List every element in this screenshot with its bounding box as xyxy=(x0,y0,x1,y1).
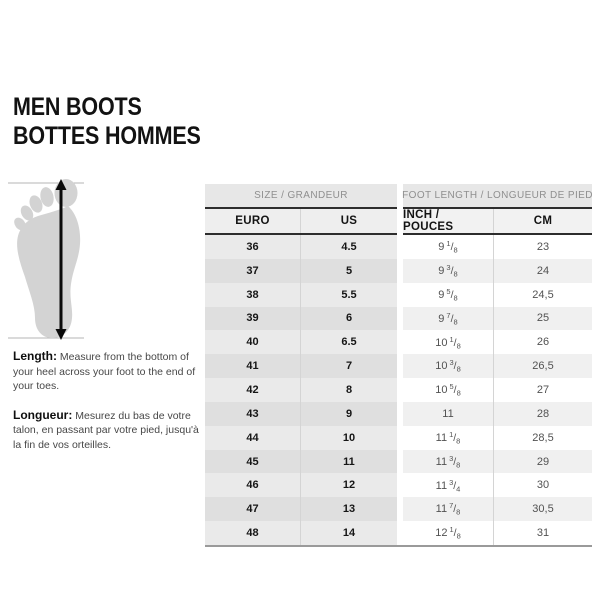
page-title xyxy=(13,93,201,151)
inch-value xyxy=(438,287,457,303)
inch-fraction-slash: / xyxy=(450,288,454,301)
inch-fraction-numerator: 5 xyxy=(446,286,451,296)
inch-cell xyxy=(403,450,494,474)
inch-fraction-denominator: 4 xyxy=(456,484,461,494)
inch-value xyxy=(436,478,461,494)
inch-fraction-numerator: 5 xyxy=(449,382,454,392)
table-row xyxy=(205,354,397,378)
table-row xyxy=(205,426,397,450)
column-header-row xyxy=(403,209,592,235)
cm-cell: 25 xyxy=(536,312,550,325)
inch-value xyxy=(435,382,461,398)
inch-fraction-denominator: 8 xyxy=(453,293,458,303)
inch-cell xyxy=(403,378,494,402)
table-row xyxy=(205,235,397,259)
cm-cell: 27 xyxy=(536,383,550,396)
inch-fraction-slash: / xyxy=(450,265,454,278)
table-row xyxy=(403,426,592,450)
table-row xyxy=(403,402,592,426)
table-row xyxy=(205,307,397,331)
table-body-right xyxy=(403,235,592,545)
cm-cell: 26,5 xyxy=(532,360,554,373)
inch-cell xyxy=(403,307,494,331)
inch-fraction-slash: / xyxy=(453,431,457,444)
euro-cell: 46 xyxy=(205,473,301,497)
euro-cell: 47 xyxy=(205,497,301,521)
table-row xyxy=(403,235,592,259)
table-row xyxy=(403,497,592,521)
size-table xyxy=(205,184,592,547)
table-row xyxy=(403,354,592,378)
inch-cell xyxy=(403,330,494,354)
inch-cell xyxy=(403,402,494,426)
inch-fraction-denominator: 8 xyxy=(456,507,461,517)
us-cell: 12 xyxy=(342,479,356,492)
us-cell: 6 xyxy=(345,312,353,325)
us-cell: 8 xyxy=(345,383,353,396)
group-header-size: SIZE / GRANDEUR xyxy=(205,184,397,209)
inch-value xyxy=(438,239,457,255)
euro-cell: 37 xyxy=(205,259,301,283)
table-row xyxy=(403,473,592,497)
inch-cell xyxy=(403,521,494,545)
inch-fraction-numerator: 3 xyxy=(446,263,451,273)
table-row xyxy=(205,259,397,283)
inch-fraction-numerator: 1 xyxy=(449,429,454,439)
table-row xyxy=(403,283,592,307)
inch-whole: 9 xyxy=(438,288,445,301)
inch-whole: 11 xyxy=(435,431,448,444)
cm-cell: 30,5 xyxy=(532,503,554,516)
inch-cell xyxy=(403,235,494,259)
euro-cell: 38 xyxy=(205,283,301,307)
foot-length-section xyxy=(403,184,592,545)
inch-fraction-denominator: 8 xyxy=(456,436,461,446)
inch-value xyxy=(436,454,461,470)
inch-fraction-numerator: 7 xyxy=(449,501,454,511)
length-label: Length: xyxy=(13,349,57,363)
inch-whole: 9 xyxy=(438,265,445,278)
inch-fraction-numerator: 1 xyxy=(449,525,454,535)
table-row xyxy=(205,450,397,474)
inch-fraction-numerator: 1 xyxy=(449,334,454,344)
table-body-left xyxy=(205,235,397,545)
inch-fraction-denominator: 8 xyxy=(456,460,461,470)
euro-cell: 39 xyxy=(205,307,301,331)
inch-fraction-numerator: 3 xyxy=(449,453,454,463)
table-row xyxy=(205,473,397,497)
inch-fraction-slash: / xyxy=(453,384,457,397)
inch-whole: 10 xyxy=(435,384,448,397)
inch-value xyxy=(442,406,453,422)
inch-whole: 11 xyxy=(442,408,454,421)
euro-cell: 42 xyxy=(205,378,301,402)
inch-fraction-slash: / xyxy=(453,336,457,349)
cm-cell: 30 xyxy=(536,479,550,492)
inch-fraction-slash: / xyxy=(453,455,457,468)
inch-fraction-numerator: 7 xyxy=(446,310,451,320)
longueur-text: Mesurez du bas de votre talon, en passant par votre pied, jusqu'à la fin de vos orteilles. xyxy=(13,409,199,451)
inch-fraction-denominator: 8 xyxy=(456,531,461,541)
page-title-fr: BOTTES HOMMES xyxy=(13,122,201,150)
inch-whole: 11 xyxy=(435,479,448,492)
inch-fraction-numerator: 3 xyxy=(449,358,454,368)
inch-fraction-slash: / xyxy=(453,527,457,540)
us-cell: 9 xyxy=(345,407,353,420)
euro-cell: 40 xyxy=(205,330,301,354)
us-cell: 6.5 xyxy=(341,336,357,349)
table-row xyxy=(403,307,592,331)
inch-whole: 12 xyxy=(435,527,448,540)
cm-cell: 23 xyxy=(536,240,550,253)
us-cell: 13 xyxy=(342,503,356,516)
inch-whole: 10 xyxy=(435,360,448,373)
us-cell: 5.5 xyxy=(341,288,357,301)
cm-cell: 31 xyxy=(536,527,550,540)
foot-length-diagram xyxy=(2,172,106,344)
inch-cell xyxy=(403,426,494,450)
us-cell: 14 xyxy=(342,527,356,540)
inch-fraction-denominator: 8 xyxy=(456,341,461,351)
inch-fraction-slash: / xyxy=(450,312,454,325)
us-cell: 7 xyxy=(345,360,353,373)
cm-cell: 29 xyxy=(536,455,550,468)
cm-cell: 24,5 xyxy=(532,288,554,301)
us-cell: 5 xyxy=(345,264,353,277)
column-header-euro: EURO xyxy=(205,209,301,233)
euro-cell: 45 xyxy=(205,450,301,474)
inch-fraction-slash: / xyxy=(453,479,457,492)
table-row xyxy=(205,283,397,307)
measurement-instructions xyxy=(13,349,200,466)
inch-cell xyxy=(403,473,494,497)
inch-fraction-slash: / xyxy=(453,503,457,516)
cm-cell: 28,5 xyxy=(532,431,554,444)
length-instruction xyxy=(13,349,200,394)
table-row xyxy=(205,402,397,426)
table-row xyxy=(403,450,592,474)
euro-cell: 44 xyxy=(205,426,301,450)
inch-value xyxy=(435,358,461,374)
inch-value xyxy=(438,311,457,327)
euro-cell: 48 xyxy=(205,521,301,545)
table-row xyxy=(205,330,397,354)
inch-whole: 11 xyxy=(435,503,448,516)
inch-whole: 9 xyxy=(438,241,445,254)
inch-whole: 11 xyxy=(435,455,448,468)
inch-fraction-denominator: 8 xyxy=(453,245,458,255)
table-row xyxy=(403,521,592,545)
table-row xyxy=(403,259,592,283)
table-row xyxy=(205,378,397,402)
inch-value xyxy=(435,525,461,541)
longueur-instruction xyxy=(13,408,200,453)
inch-fraction-slash: / xyxy=(450,241,454,254)
inch-cell xyxy=(403,283,494,307)
inch-cell xyxy=(403,354,494,378)
inch-fraction-numerator: 3 xyxy=(449,477,454,487)
column-header-row xyxy=(205,209,397,235)
longueur-label: Longueur: xyxy=(13,407,73,422)
inch-cell xyxy=(403,497,494,521)
us-cell: 4.5 xyxy=(341,240,357,253)
foot-icon xyxy=(12,179,80,338)
inch-value xyxy=(436,430,461,446)
inch-fraction-denominator: 8 xyxy=(456,364,461,374)
table-row xyxy=(205,497,397,521)
inch-fraction-denominator: 8 xyxy=(453,269,458,279)
inch-fraction-slash: / xyxy=(453,360,457,373)
inch-whole: 9 xyxy=(438,312,445,325)
inch-cell xyxy=(403,259,494,283)
column-header-cm: CM xyxy=(533,215,553,227)
inch-value xyxy=(435,335,461,351)
group-header-foot-length: FOOT LENGTH / LONGUEUR DE PIED xyxy=(403,184,592,209)
inch-whole: 10 xyxy=(435,336,448,349)
inch-value xyxy=(438,263,457,279)
inch-fraction-denominator: 8 xyxy=(456,388,461,398)
table-row xyxy=(403,378,592,402)
column-header-inch: INCH / POUCES xyxy=(403,209,494,233)
us-cell: 11 xyxy=(343,455,355,468)
size-section xyxy=(205,184,397,545)
euro-cell: 41 xyxy=(205,354,301,378)
inch-fraction-denominator: 8 xyxy=(453,317,458,327)
cm-cell: 24 xyxy=(536,264,550,277)
length-text: Measure from the bottom of your heel across your foot to the end of your toes. xyxy=(13,351,196,392)
euro-cell: 43 xyxy=(205,402,301,426)
table-row xyxy=(403,330,592,354)
column-header-us: US xyxy=(340,215,358,227)
us-cell: 10 xyxy=(342,431,356,444)
euro-cell: 36 xyxy=(205,235,301,259)
inch-fraction-numerator: 1 xyxy=(446,239,451,249)
page-title-en: MEN BOOTS xyxy=(13,93,142,121)
table-row xyxy=(205,521,397,545)
cm-cell: 28 xyxy=(536,407,550,420)
cm-cell: 26 xyxy=(536,336,550,349)
inch-value xyxy=(436,501,461,517)
